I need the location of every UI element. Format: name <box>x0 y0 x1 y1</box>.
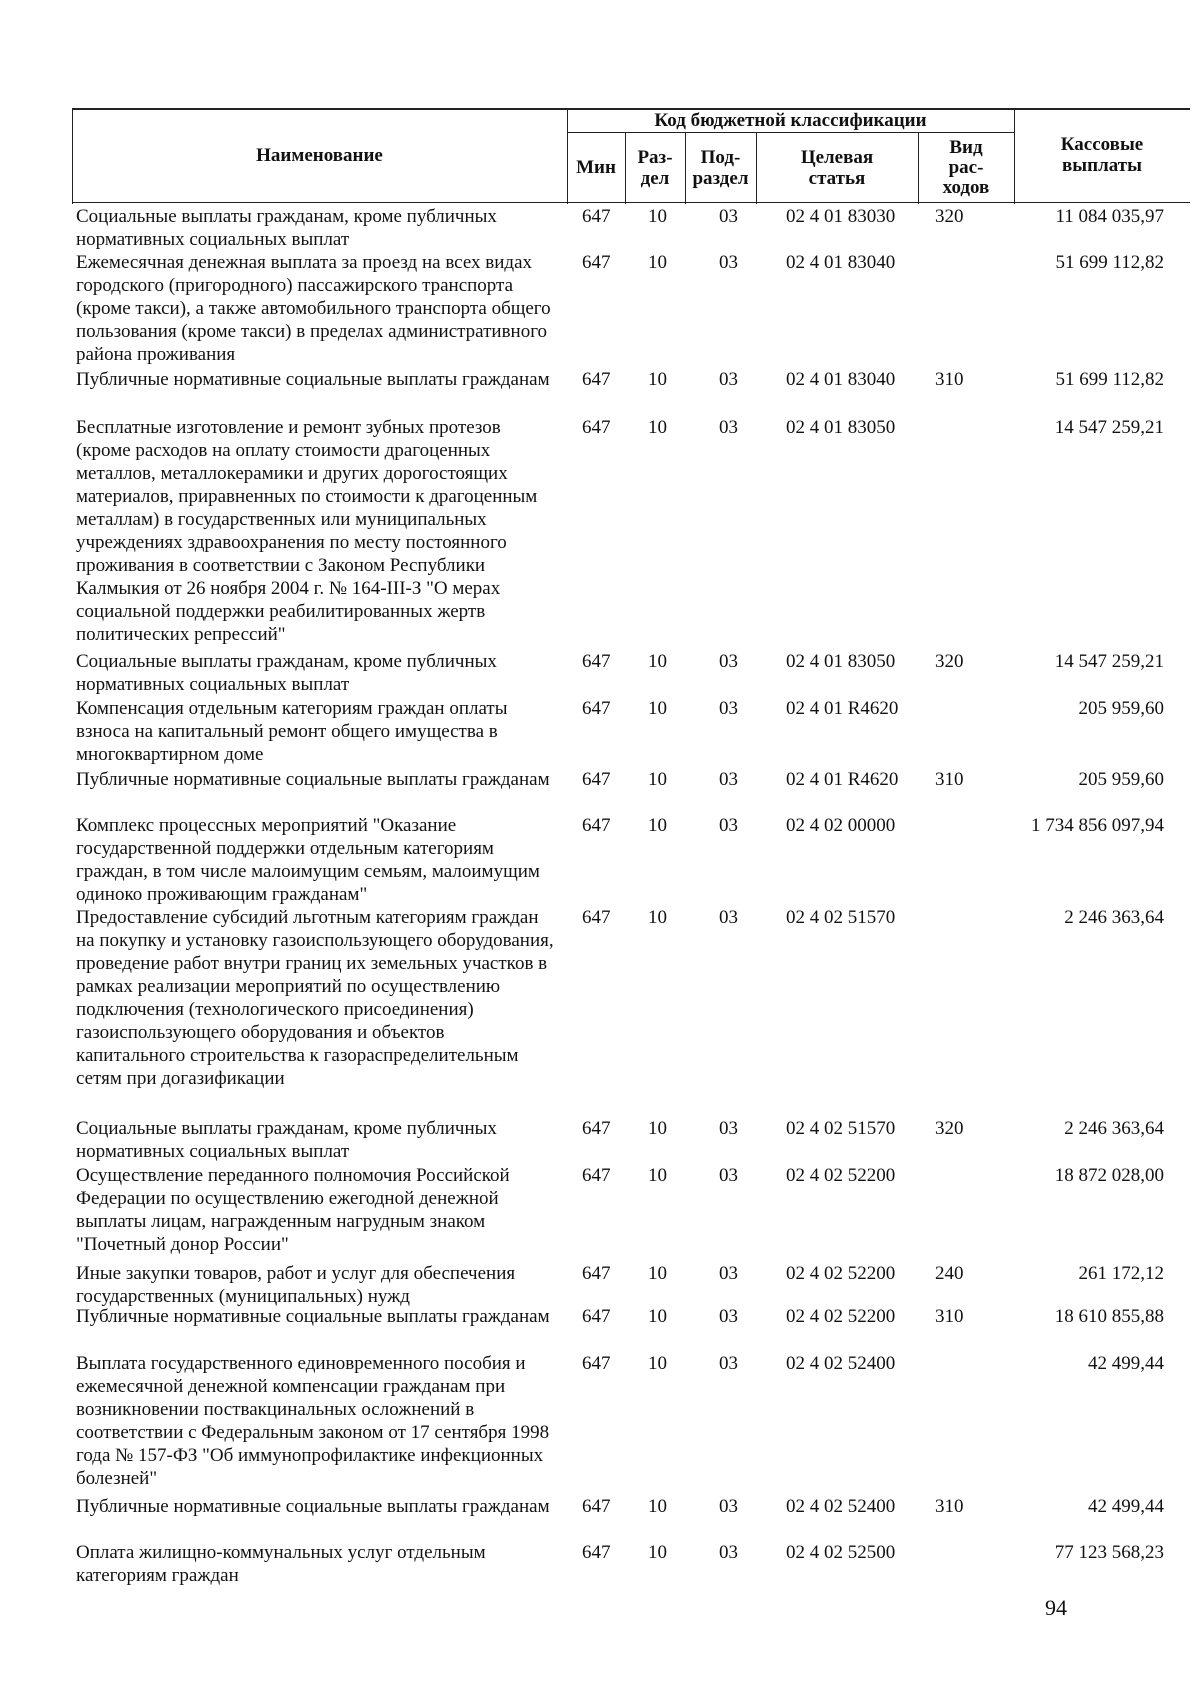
row-kassovye-vyplaty: 2 246 363,64 <box>1064 1118 1164 1139</box>
row-razdel: 10 <box>648 1353 667 1374</box>
row-vid-rashodov: 310 <box>935 769 964 790</box>
row-name: Комплекс процессных мероприятий "Оказание государственной поддержки отдельным категориям граждан, в том числе малоимущим семьям, малоимущим одиноко проживающим гражданам" <box>76 815 540 905</box>
row-razdel: 10 <box>648 1165 667 1186</box>
row-kassovye-vyplaty: 42 499,44 <box>1088 1496 1164 1517</box>
row-kassovye-vyplaty: 205 959,60 <box>1078 769 1164 790</box>
row-podrazdel: 03 <box>719 1118 738 1139</box>
row-vid-rashodov: 320 <box>935 651 964 672</box>
row-min: 647 <box>582 369 611 390</box>
table-header <box>72 108 1190 204</box>
row-podrazdel: 03 <box>719 769 738 790</box>
row-min: 647 <box>582 1263 611 1284</box>
row-celevaya-statya: 02 4 02 52200 <box>786 1263 896 1284</box>
row-name: Социальные выплаты гражданам, кроме публичных нормативных социальных выплат <box>76 651 497 695</box>
row-vid-rashodov: 310 <box>935 1496 964 1517</box>
row-name: Ежемесячная денежная выплата за проезд на всех видах городского (пригородного) пассажирского транспорта (кроме такси), а также автомобильного транспорта общего пользования (кроме такси) в пределах административного района проживания <box>76 252 551 365</box>
row-celevaya-statya: 02 4 02 00000 <box>786 815 896 836</box>
row-kassovye-vyplaty: 14 547 259,21 <box>1054 651 1164 672</box>
row-vid-rashodov: 240 <box>935 1263 964 1284</box>
row-min: 647 <box>582 769 611 790</box>
page-number: 94 <box>1045 1595 1067 1620</box>
row-podrazdel: 03 <box>719 1496 738 1517</box>
row-razdel: 10 <box>648 252 667 273</box>
header-podrazdel: Под- раздел <box>692 146 749 189</box>
row-kassovye-vyplaty: 14 547 259,21 <box>1054 417 1164 438</box>
row-razdel: 10 <box>648 907 667 928</box>
row-razdel: 10 <box>648 815 667 836</box>
row-podrazdel: 03 <box>719 252 738 273</box>
row-min: 647 <box>582 1118 611 1139</box>
row-vid-rashodov: 310 <box>935 369 964 390</box>
header-vid: Вид рас- ходов <box>942 136 990 198</box>
row-min: 647 <box>582 206 611 227</box>
row-min: 647 <box>582 1542 611 1563</box>
row-podrazdel: 03 <box>719 651 738 672</box>
row-vid-rashodov: 320 <box>935 206 964 227</box>
row-kassovye-vyplaty: 18 872 028,00 <box>1054 1165 1164 1186</box>
row-razdel: 10 <box>648 1496 667 1517</box>
row-podrazdel: 03 <box>719 1306 738 1327</box>
row-celevaya-statya: 02 4 01 R4620 <box>786 769 899 790</box>
row-name: Публичные нормативные социальные выплаты гражданам <box>76 1306 550 1327</box>
row-celevaya-statya: 02 4 02 52200 <box>786 1306 896 1327</box>
row-podrazdel: 03 <box>719 1263 738 1284</box>
row-razdel: 10 <box>648 369 667 390</box>
row-vid-rashodov: 310 <box>935 1306 964 1327</box>
row-kassovye-vyplaty: 11 084 035,97 <box>1055 206 1164 227</box>
row-podrazdel: 03 <box>719 907 738 928</box>
row-podrazdel: 03 <box>719 815 738 836</box>
row-podrazdel: 03 <box>719 206 738 227</box>
row-razdel: 10 <box>648 1118 667 1139</box>
row-min: 647 <box>582 907 611 928</box>
row-min: 647 <box>582 815 611 836</box>
row-min: 647 <box>582 417 611 438</box>
header-name: Наименование <box>256 144 383 166</box>
row-name: Социальные выплаты гражданам, кроме публичных нормативных социальных выплат <box>76 206 497 250</box>
row-podrazdel: 03 <box>719 1542 738 1563</box>
row-min: 647 <box>582 1306 611 1327</box>
row-kassovye-vyplaty: 1 734 856 097,94 <box>1031 815 1164 836</box>
row-min: 647 <box>582 698 611 719</box>
row-name: Публичные нормативные социальные выплаты гражданам <box>76 769 550 790</box>
row-name: Предоставление субсидий льготным категориям граждан на покупку и установку газоиспользующего оборудования, проведение работ внутри границ их земельных участков в рамках реализации мероприятий по осуществлению подключения (технологического присоединения) газоиспользующего оборудования и объектов капитального строительства к газораспределительным сетям при догазификации <box>76 907 554 1089</box>
row-min: 647 <box>582 651 611 672</box>
row-podrazdel: 03 <box>719 698 738 719</box>
row-name: Иные закупки товаров, работ и услуг для обеспечения государственных (муниципальных) нужд <box>76 1263 516 1307</box>
row-razdel: 10 <box>648 769 667 790</box>
row-kassovye-vyplaty: 18 610 855,88 <box>1054 1306 1164 1327</box>
row-kassovye-vyplaty: 51 699 112,82 <box>1055 252 1164 273</box>
row-min: 647 <box>582 252 611 273</box>
row-celevaya-statya: 02 4 02 52500 <box>786 1542 896 1563</box>
row-kassovye-vyplaty: 261 172,12 <box>1078 1263 1164 1284</box>
row-name: Оплата жилищно-коммунальных услуг отдельным категориям граждан <box>76 1542 486 1586</box>
row-kassovye-vyplaty: 51 699 112,82 <box>1055 369 1164 390</box>
row-kassovye-vyplaty: 205 959,60 <box>1078 698 1164 719</box>
row-min: 647 <box>582 1496 611 1517</box>
row-name: Публичные нормативные социальные выплаты гражданам <box>76 1496 550 1517</box>
row-name: Выплата государственного единовременного пособия и ежемесячной денежной компенсации гражданам при возникновении поствакцинальных осложнений в соответствии с Федеральным законом от 17 сентября 1998 года № 157-ФЗ "Об иммунопрофилактике инфекционных болезней" <box>76 1353 550 1489</box>
row-name: Бесплатные изготовление и ремонт зубных протезов (кроме расходов на оплату стоимости драгоценных металлов, металлокерамики и других дорогостоящих материалов, приравненных по стоимости к драгоценным металлам) в государственных или муниципальных учреждениях здравоохранения по месту постоянного проживания в соответствии с Законом Республики Калмыкия от 26 ноября 2004 г. № 164-III-З "О мерах социальной поддержки реабилитированных жертв политических репрессий" <box>76 417 538 645</box>
row-podrazdel: 03 <box>719 1353 738 1374</box>
row-celevaya-statya: 02 4 02 52400 <box>786 1353 896 1374</box>
row-min: 647 <box>582 1165 611 1186</box>
header-kassovye: Кассовые выплаты <box>1060 134 1144 176</box>
row-razdel: 10 <box>648 651 667 672</box>
row-celevaya-statya: 02 4 01 83040 <box>786 252 896 273</box>
row-name: Публичные нормативные социальные выплаты гражданам <box>76 369 550 390</box>
row-razdel: 10 <box>648 1542 667 1563</box>
row-celevaya-statya: 02 4 01 83050 <box>786 651 896 672</box>
row-razdel: 10 <box>648 1306 667 1327</box>
row-name: Осуществление переданного полномочия Российской Федерации по осуществлению ежегодной денежной выплаты лицам, награжденным нагрудным знаком "Почетный донор России" <box>76 1165 510 1255</box>
row-kassovye-vyplaty: 77 123 568,23 <box>1054 1542 1164 1563</box>
header-celevaya: Целевая статья <box>800 146 874 189</box>
row-podrazdel: 03 <box>719 417 738 438</box>
row-celevaya-statya: 02 4 01 83030 <box>786 206 896 227</box>
row-razdel: 10 <box>648 698 667 719</box>
row-celevaya-statya: 02 4 02 52400 <box>786 1496 896 1517</box>
header-bottom-rule <box>72 202 1190 203</box>
row-razdel: 10 <box>648 206 667 227</box>
row-razdel: 10 <box>648 1263 667 1284</box>
row-celevaya-statya: 02 4 01 83040 <box>786 369 896 390</box>
row-celevaya-statya: 02 4 01 83050 <box>786 417 896 438</box>
row-vid-rashodov: 320 <box>935 1118 964 1139</box>
row-kassovye-vyplaty: 42 499,44 <box>1088 1353 1164 1374</box>
row-celevaya-statya: 02 4 01 R4620 <box>786 698 899 719</box>
header-razdel: Раз- дел <box>637 146 673 189</box>
row-name: Социальные выплаты гражданам, кроме публичных нормативных социальных выплат <box>76 1118 497 1162</box>
row-razdel: 10 <box>648 417 667 438</box>
row-min: 647 <box>582 1353 611 1374</box>
row-celevaya-statya: 02 4 02 51570 <box>786 1118 896 1139</box>
row-podrazdel: 03 <box>719 1165 738 1186</box>
header-kbk: Код бюджетной классификации <box>654 109 927 131</box>
header-min: Мин <box>576 157 616 178</box>
row-name: Компенсация отдельным категориям граждан оплаты взноса на капитальный ремонт общего имущества в многоквартирном доме <box>76 698 508 765</box>
row-kassovye-vyplaty: 2 246 363,64 <box>1064 907 1164 928</box>
row-celevaya-statya: 02 4 02 52200 <box>786 1165 896 1186</box>
row-celevaya-statya: 02 4 02 51570 <box>786 907 896 928</box>
row-podrazdel: 03 <box>719 369 738 390</box>
